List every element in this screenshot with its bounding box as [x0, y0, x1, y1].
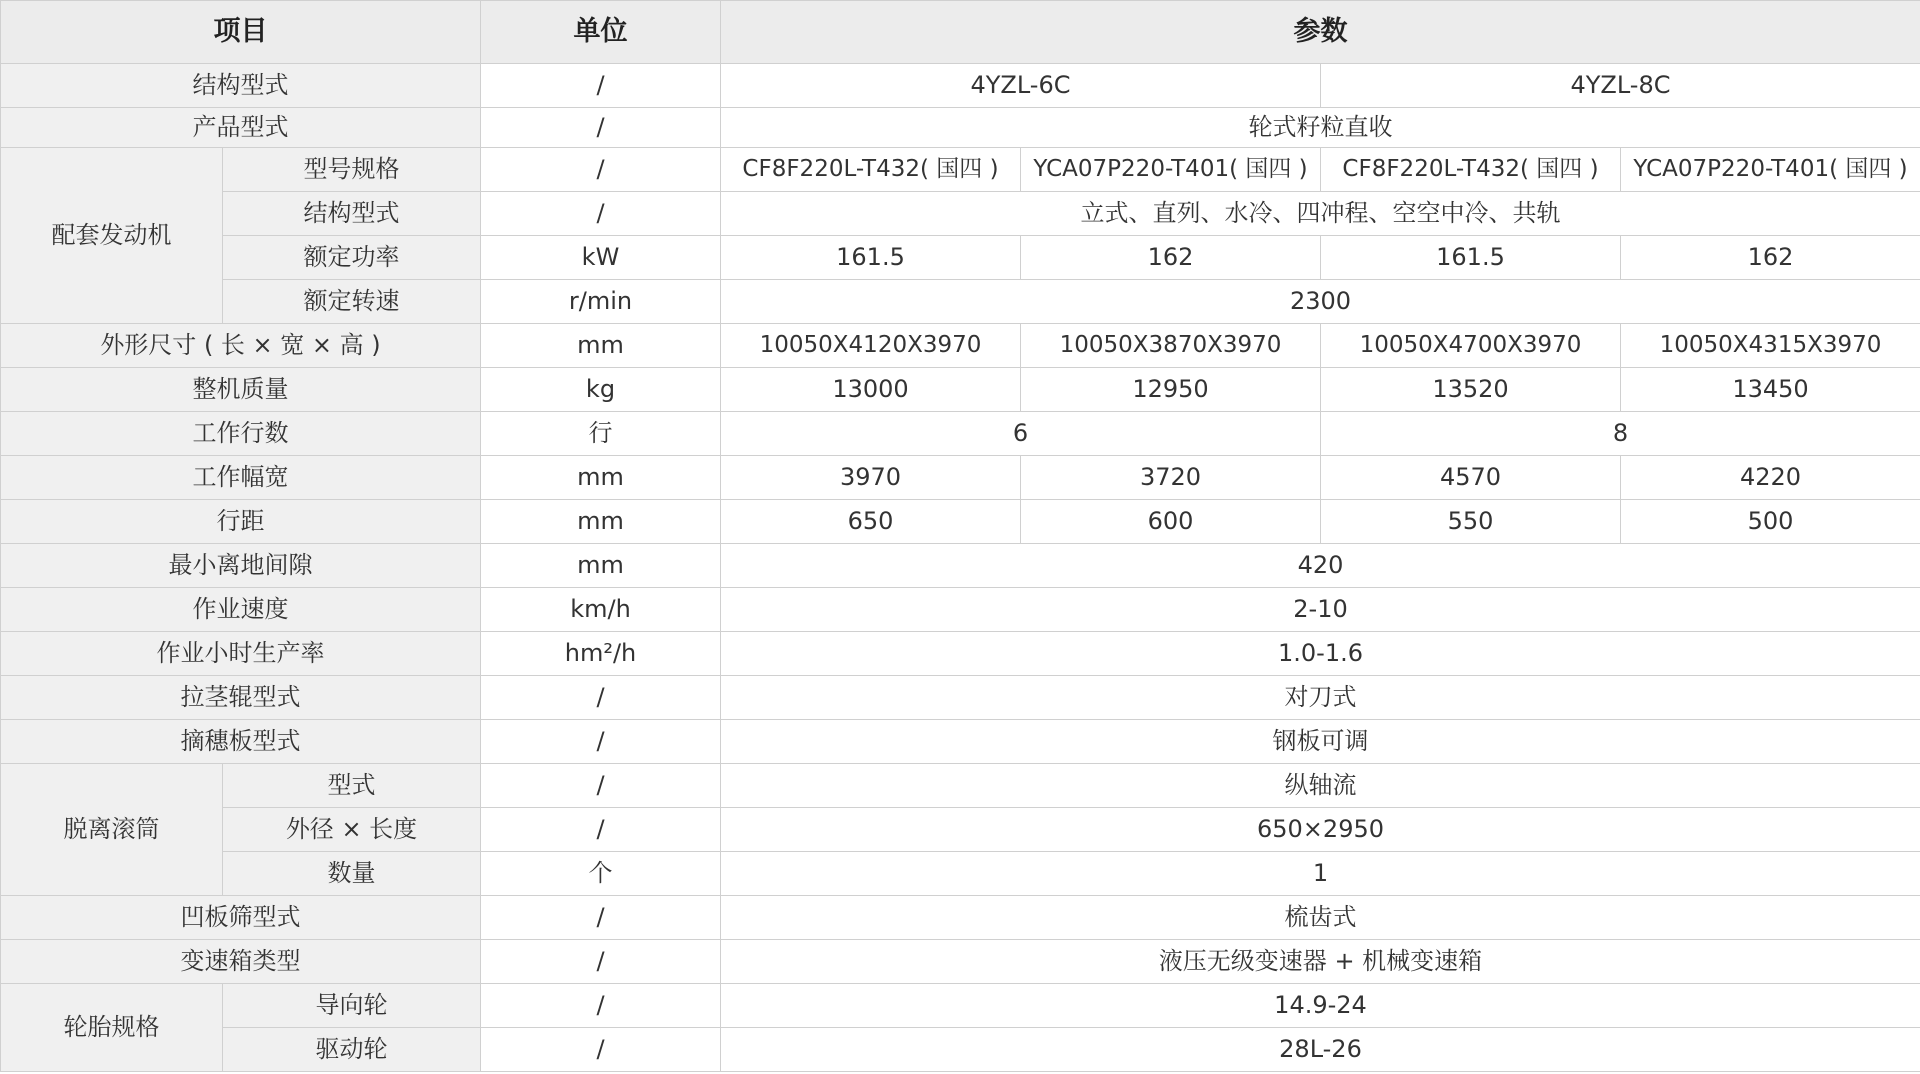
unit: km/h — [481, 588, 721, 632]
value-3: 161.5 — [1321, 236, 1621, 280]
label: 外形尺寸 ( 长 × 宽 × 高 ) — [1, 324, 481, 368]
label: 结构型式 — [1, 64, 481, 108]
row-tire-drive — [1, 1028, 1920, 1072]
label: 最小离地间隙 — [1, 544, 481, 588]
unit: / — [481, 64, 721, 108]
label: 导向轮 — [223, 984, 481, 1028]
row-ear-plate — [1, 720, 1920, 764]
row-work-width — [1, 456, 1920, 500]
unit: / — [481, 108, 721, 148]
value: 液压无级变速器 + 机械变速箱 — [721, 940, 1920, 984]
value-2: 4YZL-8C — [1321, 64, 1920, 108]
value: 650×2950 — [721, 808, 1920, 852]
value-4: 500 — [1621, 500, 1920, 544]
row-tire-guide — [1, 984, 1920, 1028]
value-2: 3720 — [1021, 456, 1321, 500]
unit: / — [481, 984, 721, 1028]
value-1: 4YZL-6C — [721, 64, 1321, 108]
row-work-rows — [1, 412, 1920, 456]
label: 行距 — [1, 500, 481, 544]
value: 对刀式 — [721, 676, 1920, 720]
value: 梳齿式 — [721, 896, 1920, 940]
unit: / — [481, 940, 721, 984]
row-rated-power — [1, 236, 1920, 280]
label: 结构型式 — [223, 192, 481, 236]
value-1: CF8F220L-T432( 国四 ) — [721, 148, 1021, 192]
value-2: 162 — [1021, 236, 1321, 280]
row-structure-type — [1, 64, 1920, 108]
value-1: 161.5 — [721, 236, 1021, 280]
value-4: YCA07P220-T401( 国四 ) — [1621, 148, 1920, 192]
label: 凹板筛型式 — [1, 896, 481, 940]
value-1: 10050X4120X3970 — [721, 324, 1021, 368]
header-item: 项目 — [1, 1, 481, 64]
row-engine-structure — [1, 192, 1920, 236]
header-params: 参数 — [721, 1, 1920, 64]
label: 产品型式 — [1, 108, 481, 148]
label: 作业小时生产率 — [1, 632, 481, 676]
value-3: 13520 — [1321, 368, 1621, 412]
row-rated-speed — [1, 280, 1920, 324]
row-mass — [1, 368, 1920, 412]
value: 纵轴流 — [721, 764, 1920, 808]
value-4: 10050X4315X3970 — [1621, 324, 1920, 368]
unit: / — [481, 676, 721, 720]
label: 变速箱类型 — [1, 940, 481, 984]
value: 1 — [721, 852, 1920, 896]
label: 摘穗板型式 — [1, 720, 481, 764]
unit: / — [481, 1028, 721, 1072]
row-stalk-roller — [1, 676, 1920, 720]
unit: 行 — [481, 412, 721, 456]
value: 1.0-1.6 — [721, 632, 1920, 676]
row-concave-screen — [1, 896, 1920, 940]
unit: / — [481, 808, 721, 852]
unit: / — [481, 764, 721, 808]
value-2: 10050X3870X3970 — [1021, 324, 1321, 368]
value-2: 8 — [1321, 412, 1920, 456]
value-3: 550 — [1321, 500, 1621, 544]
label: 额定转速 — [223, 280, 481, 324]
unit: 个 — [481, 852, 721, 896]
value-2: 600 — [1021, 500, 1321, 544]
engine-group-label: 配套发动机 — [1, 148, 223, 324]
value: 14.9-24 — [721, 984, 1920, 1028]
unit: / — [481, 896, 721, 940]
value-3: 10050X4700X3970 — [1321, 324, 1621, 368]
label: 额定功率 — [223, 236, 481, 280]
tires-group-label: 轮胎规格 — [1, 984, 223, 1072]
row-thresher-type — [1, 764, 1920, 808]
row-thresher-size — [1, 808, 1920, 852]
row-work-speed — [1, 588, 1920, 632]
label: 整机质量 — [1, 368, 481, 412]
label: 型号规格 — [223, 148, 481, 192]
value-1: 6 — [721, 412, 1321, 456]
value-4: 162 — [1621, 236, 1920, 280]
label: 驱动轮 — [223, 1028, 481, 1072]
label: 工作行数 — [1, 412, 481, 456]
value-4: 4220 — [1621, 456, 1920, 500]
unit: / — [481, 148, 721, 192]
header-row — [1, 1, 1920, 64]
unit: r/min — [481, 280, 721, 324]
value: 2300 — [721, 280, 1920, 324]
value-1: 13000 — [721, 368, 1021, 412]
unit: mm — [481, 456, 721, 500]
unit: kg — [481, 368, 721, 412]
label: 数量 — [223, 852, 481, 896]
value-3: 4570 — [1321, 456, 1621, 500]
unit: kW — [481, 236, 721, 280]
value-1: 650 — [721, 500, 1021, 544]
row-product-type — [1, 108, 1920, 148]
unit: mm — [481, 500, 721, 544]
unit: mm — [481, 324, 721, 368]
unit: mm — [481, 544, 721, 588]
value: 轮式籽粒直收 — [721, 108, 1920, 148]
label: 型式 — [223, 764, 481, 808]
value: 420 — [721, 544, 1920, 588]
row-ground-clearance — [1, 544, 1920, 588]
thresher-group-label: 脱离滚筒 — [1, 764, 223, 896]
row-dimensions — [1, 324, 1920, 368]
label: 工作幅宽 — [1, 456, 481, 500]
value: 立式、直列、水冷、四冲程、空空中冷、共轨 — [721, 192, 1920, 236]
value-3: CF8F220L-T432( 国四 ) — [1321, 148, 1621, 192]
label: 外径 × 长度 — [223, 808, 481, 852]
unit: hm²/h — [481, 632, 721, 676]
unit: / — [481, 720, 721, 764]
row-gearbox — [1, 940, 1920, 984]
value-2: 12950 — [1021, 368, 1321, 412]
value-4: 13450 — [1621, 368, 1920, 412]
row-engine-model — [1, 148, 1920, 192]
label: 作业速度 — [1, 588, 481, 632]
value: 28L-26 — [721, 1028, 1920, 1072]
row-productivity — [1, 632, 1920, 676]
value: 2-10 — [721, 588, 1920, 632]
row-row-spacing — [1, 500, 1920, 544]
value: 钢板可调 — [721, 720, 1920, 764]
header-unit: 单位 — [481, 1, 721, 64]
value-2: YCA07P220-T401( 国四 ) — [1021, 148, 1321, 192]
label: 拉茎辊型式 — [1, 676, 481, 720]
unit: / — [481, 192, 721, 236]
row-thresher-count — [1, 852, 1920, 896]
value-1: 3970 — [721, 456, 1021, 500]
